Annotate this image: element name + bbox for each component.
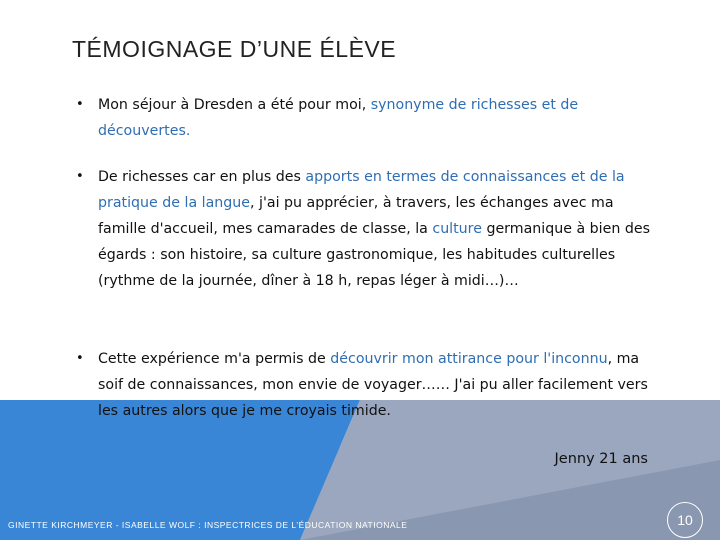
bullet-dot-icon: • [76, 169, 84, 184]
bullet-text [98, 346, 656, 424]
bullet-text-highlight: découvrir mon attirance pour l'inconnu [330, 351, 608, 367]
bullet-dot-icon: • [76, 351, 84, 366]
slide-title: TÉMOIGNAGE D’UNE ÉLÈVE [72, 36, 397, 62]
bullet-text-plain: , ma soif de connaissances, mon envie de voyager…… J'ai pu aller facilement vers les autres alors que je me croyais timide. [98, 351, 648, 419]
signature: Jenny 21 ans [554, 451, 648, 467]
bullet-text-plain: De richesses car en plus des [98, 169, 306, 185]
bullet-item-1 [76, 92, 656, 144]
bullet-item-2 [76, 164, 656, 294]
bullet-text-plain: Cette expérience m'a permis de [98, 351, 331, 367]
footer-text: GINETTE KIRCHMEYER - ISABELLE WOLF : INSPECTRICES DE L’ÉDUCATION NATIONALE [8, 520, 408, 530]
bullet-text-highlight: apports en termes de connaissances et de la pratique de la langue [98, 169, 625, 211]
bullet-text-highlight: culture [432, 221, 482, 237]
bullet-text-highlight: synonyme de richesses et de découvertes. [98, 97, 579, 139]
bullet-item-3 [76, 346, 656, 424]
page-number-badge [667, 502, 703, 538]
bullet-text-plain: , j'ai pu apprécier, à travers, les échanges avec ma famille d'accueil, mes camarades de classe, la [98, 195, 614, 237]
bullet-text-plain: Mon séjour à Dresden a été pour moi, [98, 97, 371, 113]
page-number: 10 [677, 512, 693, 528]
bullet-text-plain: germanique à bien des égards : son histoire, sa culture gastronomique, les habitudes culturelles (rythme de la journée, dîner à 18 h, repas léger à midi…)… [98, 221, 650, 289]
bullet-text [98, 92, 656, 144]
bullet-dot-icon: • [76, 97, 84, 112]
bullet-text [98, 164, 656, 294]
